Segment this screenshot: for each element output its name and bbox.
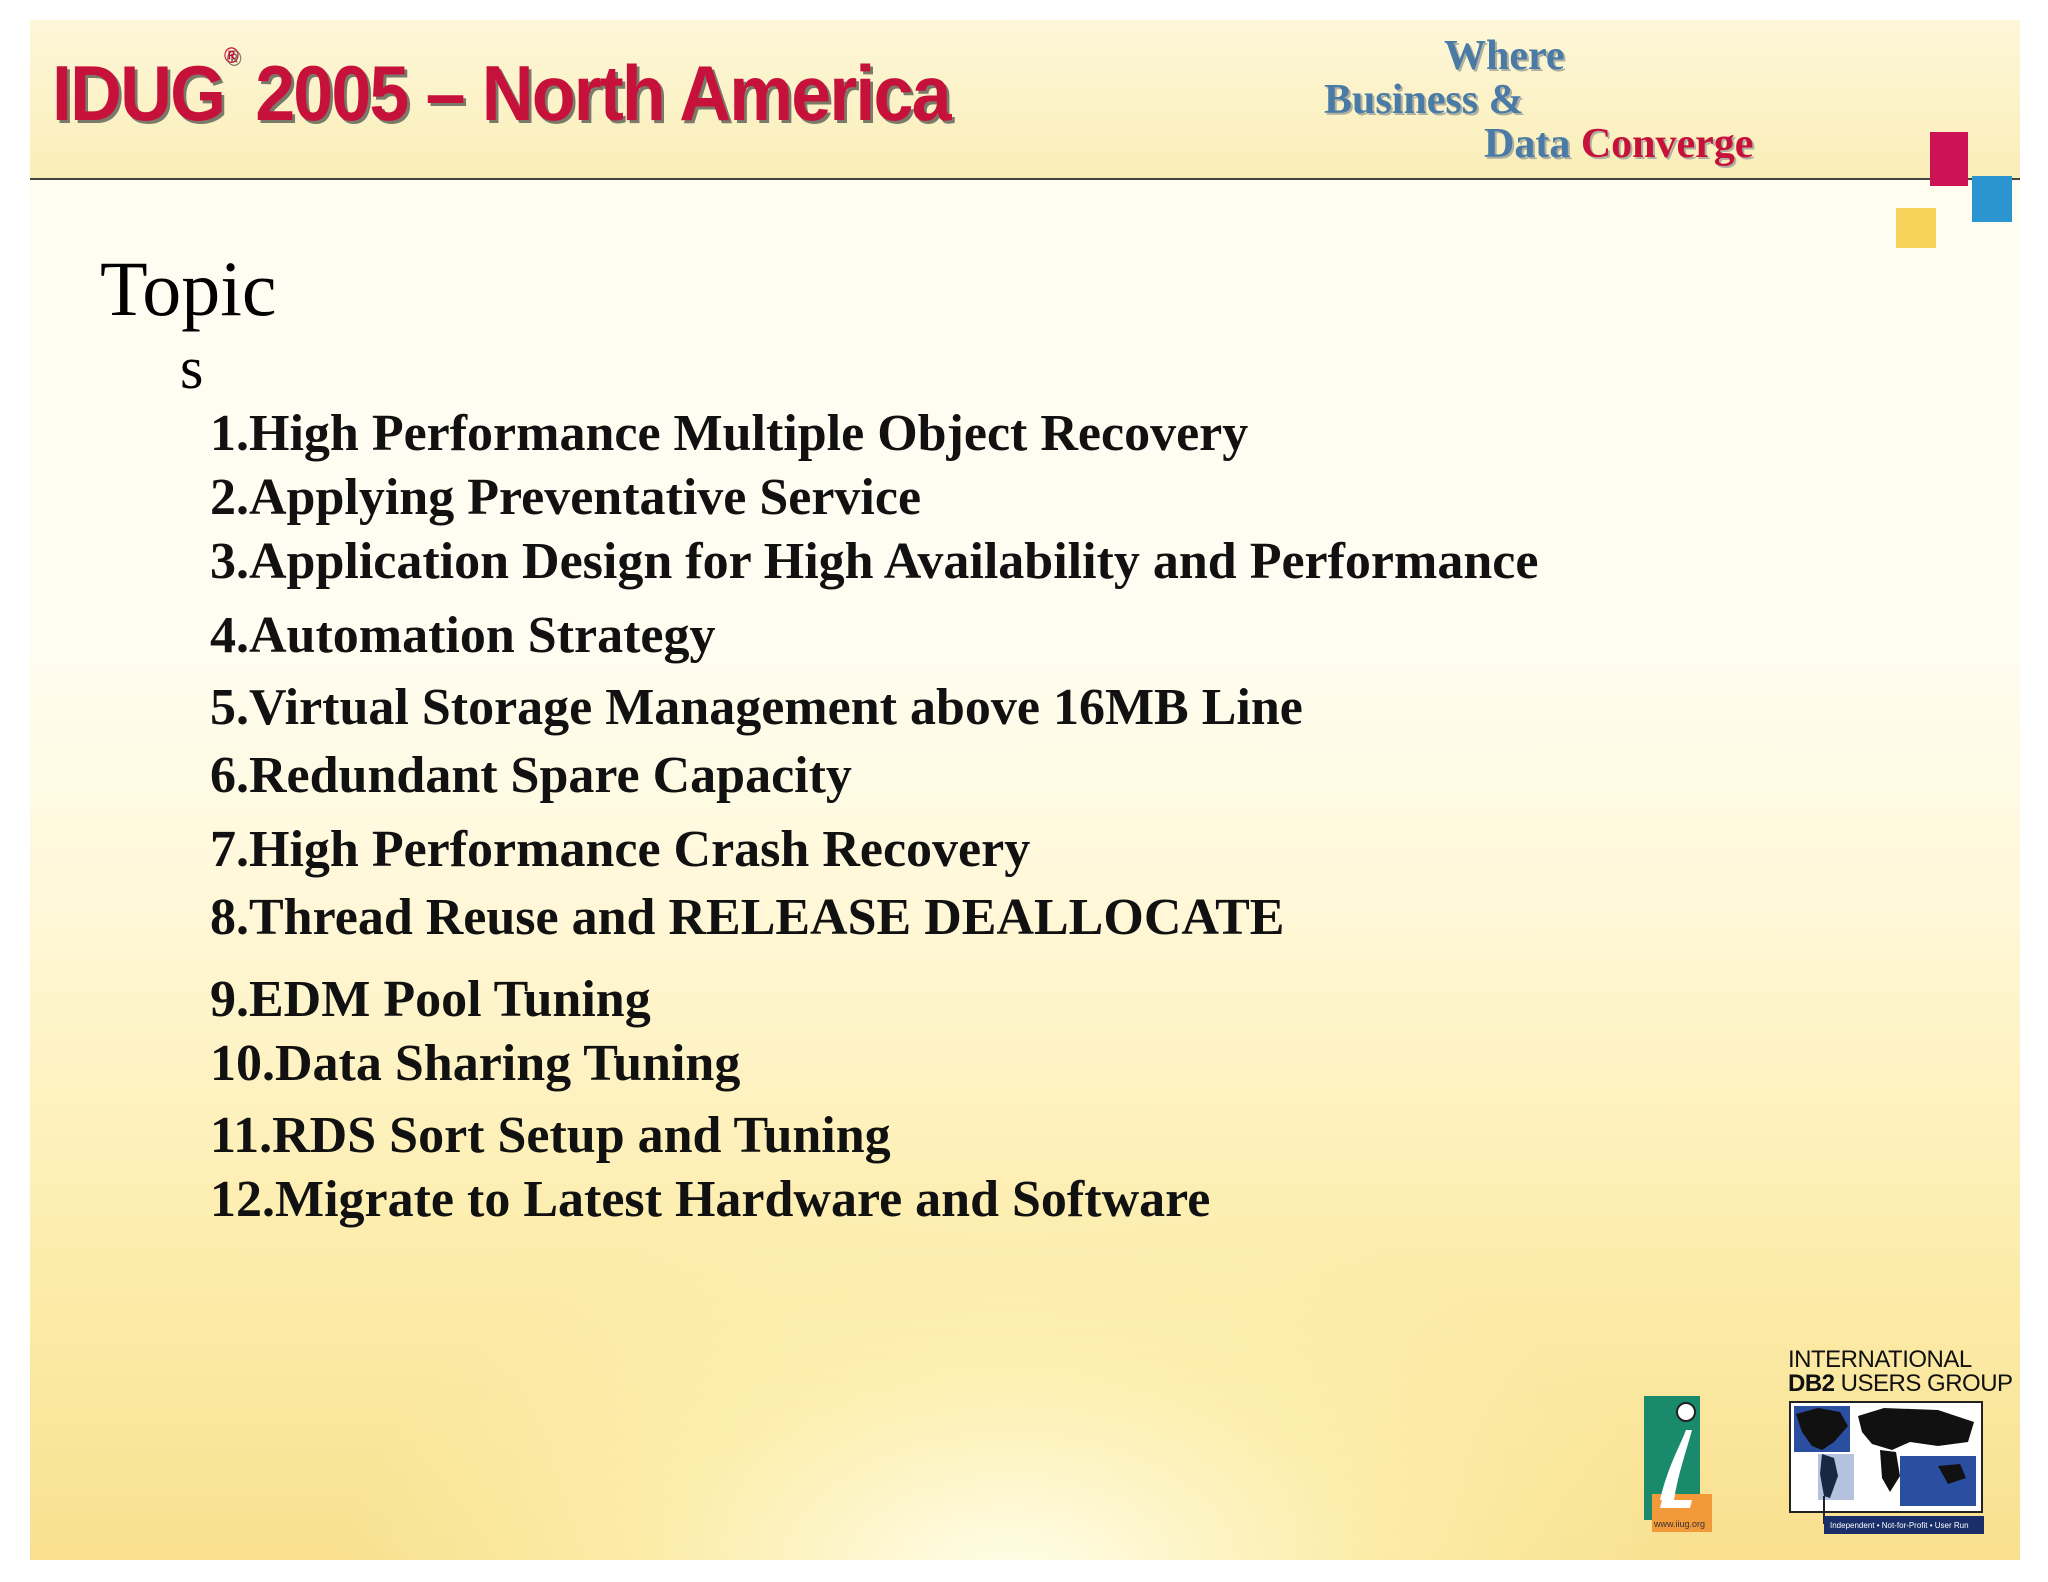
slide-title: Topic — [100, 245, 277, 332]
topic-item-3: 3.Application Design for High Availability and Performance — [210, 533, 1539, 590]
topic-item-11: 11.RDS Sort Setup and Tuning — [210, 1107, 891, 1164]
slide-title-wrap: s — [180, 335, 204, 401]
idug-users-group: USERS GROUP — [1834, 1370, 2013, 1397]
topic-item-2: 2.Applying Preventative Service — [210, 469, 922, 526]
topic-item-9: 9.EDM Pool Tuning — [210, 971, 651, 1028]
topic-item-10: 10.Data Sharing Tuning — [210, 1035, 741, 1092]
idug-logo-line-1: INTERNATIONAL — [1788, 1346, 1972, 1373]
idug-tagline: Independent • Not-for-Profit • User Run — [1830, 1521, 1969, 1530]
topic-item-7: 7.High Performance Crash Recovery — [210, 821, 1031, 878]
registered-mark: ® — [224, 43, 238, 68]
idug-db2: DB2 — [1788, 1370, 1835, 1397]
conference-title-idug: IDUG — [52, 49, 225, 137]
iiug-logo — [1642, 1396, 1722, 1536]
topic-item-5: 5.Virtual Storage Management above 16MB Line — [210, 679, 1303, 736]
decor-square-yellow — [1896, 208, 1936, 248]
tagline-line-1: Where — [1444, 33, 1565, 79]
slide — [30, 20, 2020, 1560]
header-band — [30, 20, 2020, 180]
topic-item-6: 6.Redundant Spare Capacity — [210, 747, 852, 804]
idug-logo — [1788, 1346, 2013, 1536]
topic-item-4: 4.Automation Strategy — [210, 607, 716, 664]
decor-square-blue — [1972, 176, 2012, 222]
tagline-data-word: Data — [1484, 121, 1581, 167]
world-map-icon — [1788, 1346, 1988, 1536]
tagline-line-3 — [1484, 120, 1753, 168]
tagline-line-2: Business & — [1324, 77, 1524, 123]
iiug-logo-graphic — [1642, 1396, 1722, 1536]
topic-item-12: 12.Migrate to Latest Hardware and Software — [210, 1171, 1211, 1228]
topic-item-1: 1.High Performance Multiple Object Recovery — [210, 405, 1249, 462]
conference-title — [52, 43, 950, 139]
iiug-url: www.iiug.org — [1654, 1519, 1706, 1529]
tagline-converge-word: Converge — [1580, 121, 1754, 167]
topic-item-8: 8.Thread Reuse and RELEASE DEALLOCATE — [210, 889, 1285, 946]
conference-title-rest: 2005 – North America — [255, 49, 950, 137]
decor-square-pink — [1930, 132, 1968, 186]
